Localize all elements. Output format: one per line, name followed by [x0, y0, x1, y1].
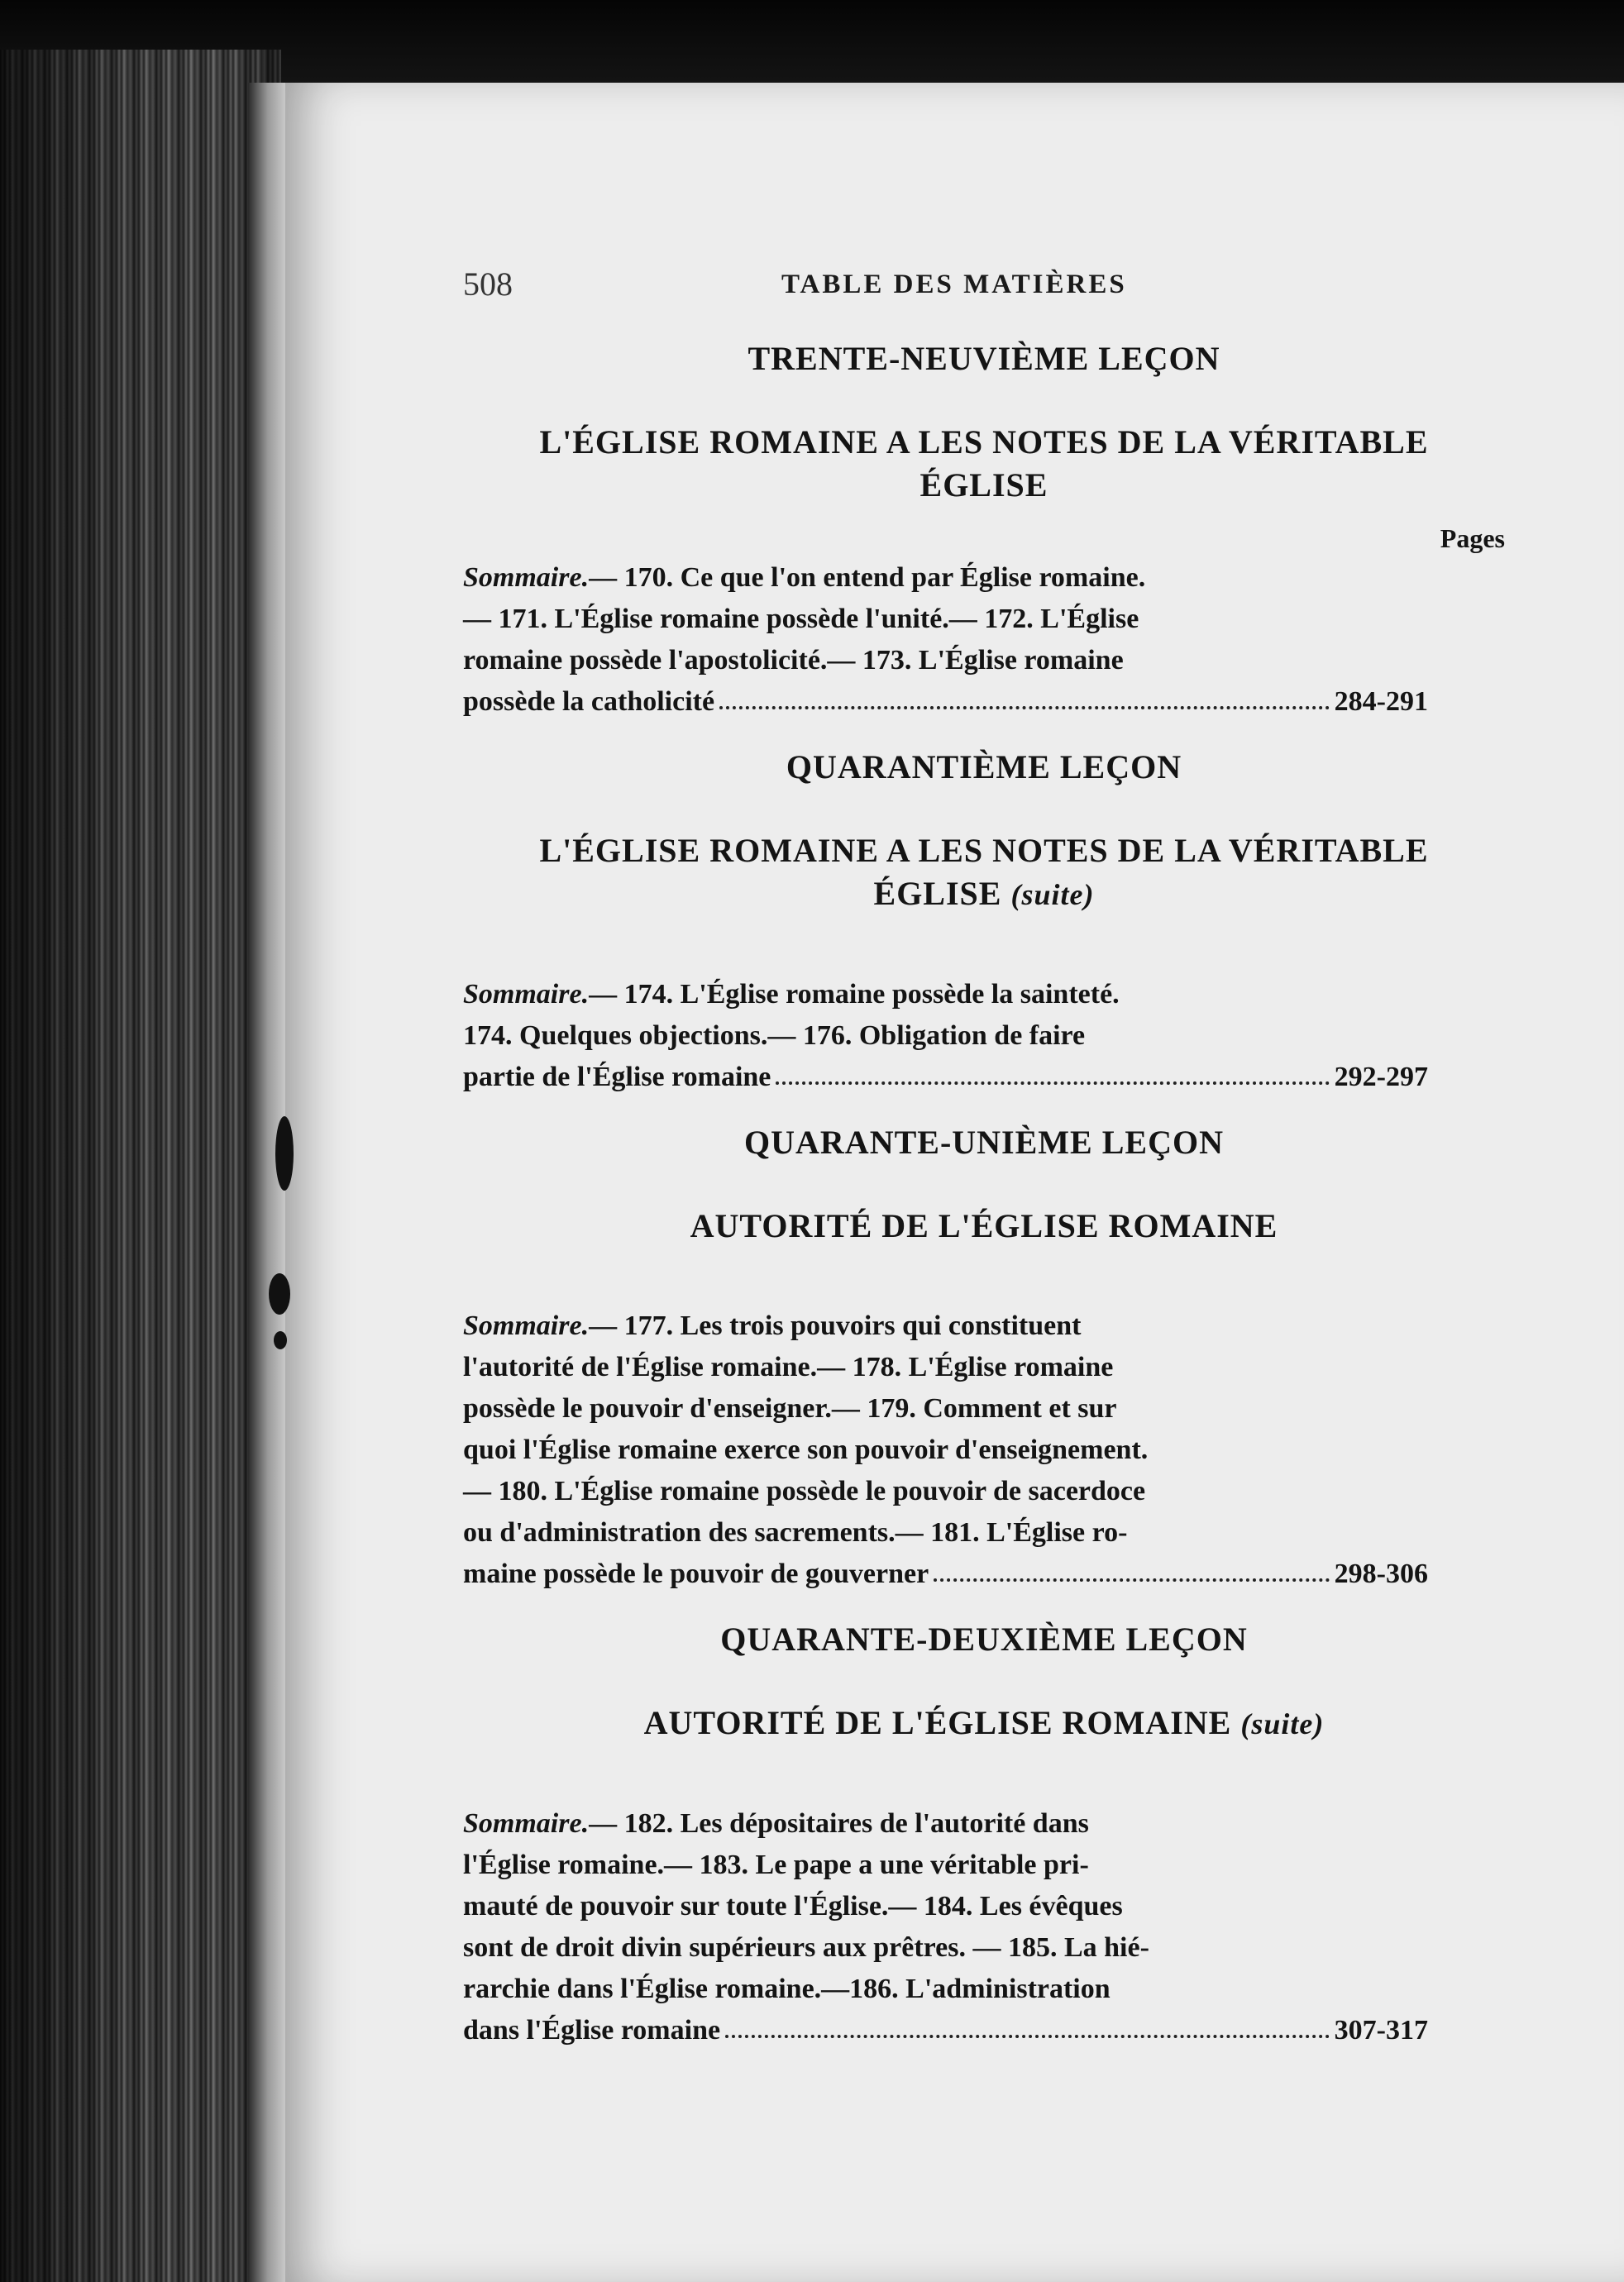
summary-line: [463, 1803, 1311, 1845]
summary-label: Sommaire.: [463, 1310, 590, 1341]
lesson-subject: [463, 1205, 1505, 1248]
lesson-entry: [463, 747, 1505, 1098]
lesson-title: QUARANTE-DEUXIÈME LEÇON: [720, 1621, 1248, 1658]
summary-line: l'autorité de l'Église romaine.— 178. L'Église romaine: [463, 1352, 1114, 1382]
lesson-subject-line: [463, 872, 1505, 916]
ink-blot: [274, 1331, 287, 1349]
summary-last-line: [463, 681, 1428, 723]
summary-text: possède la catholicité: [463, 686, 715, 717]
summary-last-line: [463, 2010, 1428, 2051]
summary-line: ou d'administration des sacrements.— 181. L'Église ro-: [463, 1517, 1128, 1548]
summary-line: rarchie dans l'Église romaine.—186. L'administration: [463, 1974, 1111, 2004]
suite-label: (suite): [1010, 878, 1095, 911]
lesson-entry: [463, 1123, 1505, 1595]
summary-text: — 170. Ce que l'on entend par Église romaine.: [589, 562, 1146, 593]
summary-line: sont de droit divin supérieurs aux prêtres. — 185. La hié-: [463, 1932, 1149, 1963]
table-of-contents: [463, 248, 1505, 2051]
lesson-title: QUARANTIÈME LEÇON: [786, 748, 1182, 785]
summary-line: — 180. L'Église romaine possède le pouvoir de sacerdoce: [463, 1476, 1146, 1506]
lesson-subject-line: [463, 1702, 1505, 1745]
dot-leader: [776, 1057, 1329, 1085]
lesson-subject: [463, 829, 1505, 916]
lesson-summary: [463, 557, 1428, 723]
page-range: 298-306: [1334, 1559, 1428, 1589]
lesson-entry: [463, 339, 1505, 723]
lesson-subject-text: ÉGLISE: [873, 875, 1002, 912]
summary-last-line: [463, 1554, 1428, 1595]
lesson-title: TRENTE-NEUVIÈME LEÇON: [748, 340, 1220, 377]
ink-blot: [275, 1116, 294, 1191]
page-number: 508: [463, 265, 513, 303]
running-head: [463, 248, 1505, 314]
summary-text: — 174. L'Église romaine possède la sainteté.: [589, 979, 1120, 1010]
summary-text: — 177. Les trois pouvoirs qui constituent: [589, 1310, 1082, 1341]
summary-label: Sommaire.: [463, 979, 590, 1010]
lesson-entry: [463, 1620, 1505, 2051]
lesson-title: QUARANTE-UNIÈME LEÇON: [744, 1124, 1224, 1161]
page-range: 284-291: [1334, 686, 1428, 717]
summary-line: romaine possède l'apostolicité.— 173. L'Église romaine: [463, 645, 1124, 676]
dot-leader: [719, 681, 1330, 709]
dot-leader: [725, 2010, 1330, 2038]
summary-line: [463, 974, 1311, 1015]
lesson-subject-line: L'ÉGLISE ROMAINE A LES NOTES DE LA VÉRITABLE: [539, 832, 1429, 869]
dot-leader: [934, 1554, 1329, 1582]
lesson-summary: [463, 974, 1428, 1098]
lesson-subject-text: AUTORITÉ DE L'ÉGLISE ROMAINE: [643, 1704, 1232, 1741]
summary-text: dans l'Église romaine: [463, 2015, 721, 2046]
lesson-subject-line: ÉGLISE: [919, 466, 1048, 504]
lesson-subject-line: L'ÉGLISE ROMAINE A LES NOTES DE LA VÉRITABLE: [539, 423, 1429, 461]
summary-text: — 182. Les dépositaires de l'autorité dans: [589, 1808, 1089, 1839]
summary-line: [463, 557, 1311, 599]
lesson-summary: [463, 1803, 1428, 2051]
page-range: 292-297: [1334, 1062, 1428, 1092]
suite-label: (suite): [1240, 1707, 1325, 1740]
summary-line: 174. Quelques objections.— 176. Obligation de faire: [463, 1020, 1086, 1051]
summary-line: quoi l'Église romaine exerce son pouvoir d'enseignement.: [463, 1435, 1149, 1465]
lesson-subject-line: AUTORITÉ DE L'ÉGLISE ROMAINE: [690, 1207, 1278, 1244]
summary-text: partie de l'Église romaine: [463, 1062, 771, 1092]
running-title: TABLE DES MATIÈRES: [781, 270, 1127, 299]
summary-line: — 171. L'Église romaine possède l'unité.— 172. L'Église: [463, 604, 1139, 634]
book-page-edges: [0, 50, 281, 2282]
lesson-subject: [463, 421, 1505, 507]
summary-line: l'Église romaine.— 183. Le pape a une véritable pri-: [463, 1850, 1089, 1880]
summary-line: possède le pouvoir d'enseigner.— 179. Comment et sur: [463, 1393, 1117, 1424]
summary-text: maine possède le pouvoir de gouverner: [463, 1559, 929, 1589]
page-range: 307-317: [1334, 2015, 1428, 2046]
summary-label: Sommaire.: [463, 1808, 590, 1839]
summary-line: [463, 1306, 1311, 1347]
ink-blot: [269, 1273, 290, 1315]
summary-line: mauté de pouvoir sur toute l'Église.— 184. Les évêques: [463, 1891, 1123, 1922]
lesson-summary: [463, 1306, 1428, 1595]
pages-column-label: Pages: [1440, 523, 1505, 553]
summary-last-line: [463, 1057, 1428, 1098]
lesson-subject: [463, 1702, 1505, 1745]
summary-label: Sommaire.: [463, 562, 590, 593]
